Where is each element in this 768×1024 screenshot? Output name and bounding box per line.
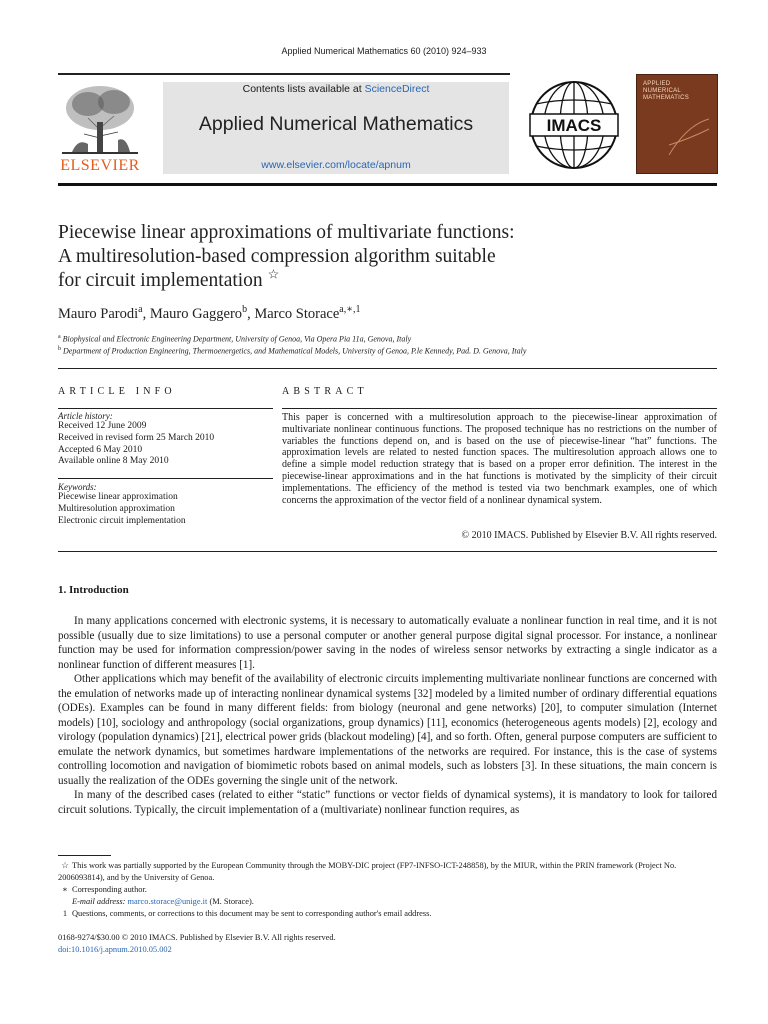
funding-footnote <box>58 860 717 884</box>
abstract-copyright: © 2010 IMACS. Published by Elsevier B.V. All rights reserved. <box>461 530 717 541</box>
article-history <box>58 411 273 468</box>
imacs-globe-logo-icon <box>528 76 620 174</box>
author-name[interactable]: Mauro Parodi <box>58 305 139 322</box>
article-info-heading: ARTICLE INFO <box>58 386 176 397</box>
email-footnote <box>58 896 717 908</box>
email-suffix: (M. Storace). <box>207 897 254 906</box>
contents-line <box>163 82 509 95</box>
keywords-label: Keywords: <box>58 482 97 492</box>
sciencedirect-link[interactable]: ScienceDirect <box>364 83 430 95</box>
journal-url-link[interactable]: www.elsevier.com/locate/apnum <box>261 159 411 171</box>
affiliation-mark: a <box>58 334 61 340</box>
body-text <box>58 614 717 817</box>
abstract-heading: ABSTRACT <box>282 386 368 397</box>
masthead-bottom-rule <box>58 183 717 186</box>
doi-link[interactable]: doi:10.1016/j.apnum.2010.05.002 <box>58 945 172 954</box>
article-info-divider <box>58 478 273 479</box>
running-head: Applied Numerical Mathematics 60 (2010) 924–933 <box>281 46 487 56</box>
affiliation-b <box>58 346 718 356</box>
front-matter-top-rule <box>58 368 717 369</box>
article-info-rule <box>58 408 273 409</box>
affiliation-mark: b <box>58 346 61 352</box>
note-1-footnote <box>58 908 717 920</box>
footnote-mark: ☆ <box>61 861 69 870</box>
author-name[interactable]: Mauro Gaggero <box>149 305 243 322</box>
article-title <box>58 221 658 293</box>
email-label: E-mail address: <box>72 897 126 906</box>
title-line <box>58 266 658 293</box>
abstract-rule <box>282 408 717 409</box>
footnote-rule <box>58 855 111 856</box>
elsevier-wordmark: ELSEVIER <box>60 157 140 174</box>
body-paragraph: In many applications concerned with electronic systems, it is necessary to automatically evaluate a nonlinear function in real time, and it is not possible (usually due to size limitations) to use a personal computer or another general purpose digital signal processor. For instance, a nonlinear function may be used for information compression/power saving in the nodes of wireless sensor networks by extracting a single indicator as a nonlinear function of different measures [1]. <box>58 615 717 671</box>
front-matter-bottom-rule <box>58 551 717 552</box>
author-affil-mark: a <box>138 304 143 315</box>
journal-cover-thumbnail <box>636 74 718 174</box>
keyword-item: Electronic circuit implementation <box>58 515 186 526</box>
body-paragraph: In many of the described cases (related to either “static” functions or vector fields of dynamical systems), it is mandatory to look for tailored circuit solutions. Typically, the circuit implementation of a (multivariate) nonlinear function requires, as <box>58 789 717 816</box>
affiliation-text: Department of Production Engineering, Thermoenergetics, and Mathematical Models, University of Genoa, P.le Kennedy, Pad. D. Genova, Italy <box>63 346 527 356</box>
masthead-top-rule <box>58 73 510 75</box>
cover-graphic-icon <box>667 115 711 159</box>
keyword-item: Piecewise linear approximation <box>58 492 178 502</box>
footnote-text: Questions, comments, or corrections to this document may be sent to corresponding author's email address. <box>72 909 432 918</box>
affiliation-a <box>58 334 718 344</box>
section-heading: 1. Introduction <box>58 584 129 596</box>
corresponding-footnote <box>58 884 717 896</box>
keywords <box>58 482 273 527</box>
keyword-item: Multiresolution approximation <box>58 503 175 514</box>
journal-banner <box>163 82 509 174</box>
author-list: Mauro Parodi$^a$, Mauro Gaggero$^b$, Marco Storace$^{a,∗,1}$ <box>58 304 361 322</box>
abstract-text: This paper is concerned with a multiresolution approach to the piecewise-linear approximation of multivariate nonlinear continuous functions. The proposed technique has no restrictions on the number of variables the functions depend on, and is based on the use of piecewise-linear “hat” functions. The approximation levels are related to nested function spaces. The multiresolution approach allows one to define a simple model reduction strategy that is based on a proper error definition. The interest in the piecewise-linear approximations and in the hat functions is motivated by the simplicity of their circuit implementations. The efficiency of the method is tested via two benchmark examples, one of which concerns the approximation of the vector field of a nonlinear dynamical system. <box>282 412 717 506</box>
title-line: Piecewise linear approximations of multivariate functions: <box>58 222 515 243</box>
author-affil-mark: b <box>242 304 248 315</box>
title-footnote-mark[interactable]: ☆ <box>267 266 280 282</box>
title-line-text: for circuit implementation <box>58 270 263 291</box>
cover-line: MATHEMATICS <box>643 95 690 101</box>
imacs-logo-text: IMACS <box>546 116 602 135</box>
footnote-mark: 1 <box>62 909 68 918</box>
cover-line: APPLIED <box>643 81 671 87</box>
history-item: Accepted 6 May 2010 <box>58 444 143 455</box>
journal-title: Applied Numerical Mathematics <box>198 113 474 135</box>
email-link[interactable]: marco.storace@unige.it <box>127 897 208 906</box>
footnote-text: This work was partially supported by the European Community through the MOBY-DIC project (FP7-INFSO-ICT-248858), by the MIUR, within the PRIN framework (Project No. 2006093814), and by the University of Genoa. <box>58 861 677 882</box>
body-paragraph: Other applications which may benefit of the availability of electronic circuits implementing multivariate nonlinear functions are concerned with the emulation of networks made up of interacting nonlinear dynamical systems [32] modeled by a limited number of ordinary differential equations (ODEs). Examples can be found in many different fields: from biology (neuronal and gene networks) [20], to computer simulation (Internet models) [10], sociology and anthropology (social organizations, group dynamics) [11], economics (heterogeneous agents models) [2], ecology and virology (population dynamics) [21], electrical power grids (blackout modeling) [4], and so forth. Often, general purpose computers are sufficient to emulate the network dynamics, but sometimes hardware implementations of the networks are required. For instance, this is the case of systems controlling locomotion and navigation of biomimetic robots based on animal models, such as lobsters [3]. In these situations, the main concern is usually the realization of the ODEs governing the single unit of the network. <box>58 673 717 787</box>
history-item: Received in revised form 25 March 2010 <box>58 432 215 443</box>
footnote-text: Corresponding author. <box>72 885 147 894</box>
author-name[interactable]: Marco Storace <box>254 305 340 322</box>
cover-line: NUMERICAL <box>643 88 682 94</box>
author-affil-mark: a,∗,1 <box>339 304 361 315</box>
history-item: Received 12 June 2009 <box>58 421 147 431</box>
footnotes <box>58 860 717 920</box>
title-line: A multiresolution-based compression algorithm suitable <box>58 246 496 267</box>
footnote-mark: ∗ <box>62 885 68 894</box>
contents-prefix: Contents lists available at <box>242 83 365 95</box>
issn-line: 0168-9274/$30.00 © 2010 IMACS. Published by Elsevier B.V. All rights reserved. <box>58 933 336 942</box>
affiliation-text: Biophysical and Electronic Engineering Department, University of Genoa, Via Opera Pia 11a, Genova, Italy <box>62 334 412 344</box>
history-item: Available online 8 May 2010 <box>58 456 169 467</box>
history-label: Article history: <box>58 411 113 421</box>
